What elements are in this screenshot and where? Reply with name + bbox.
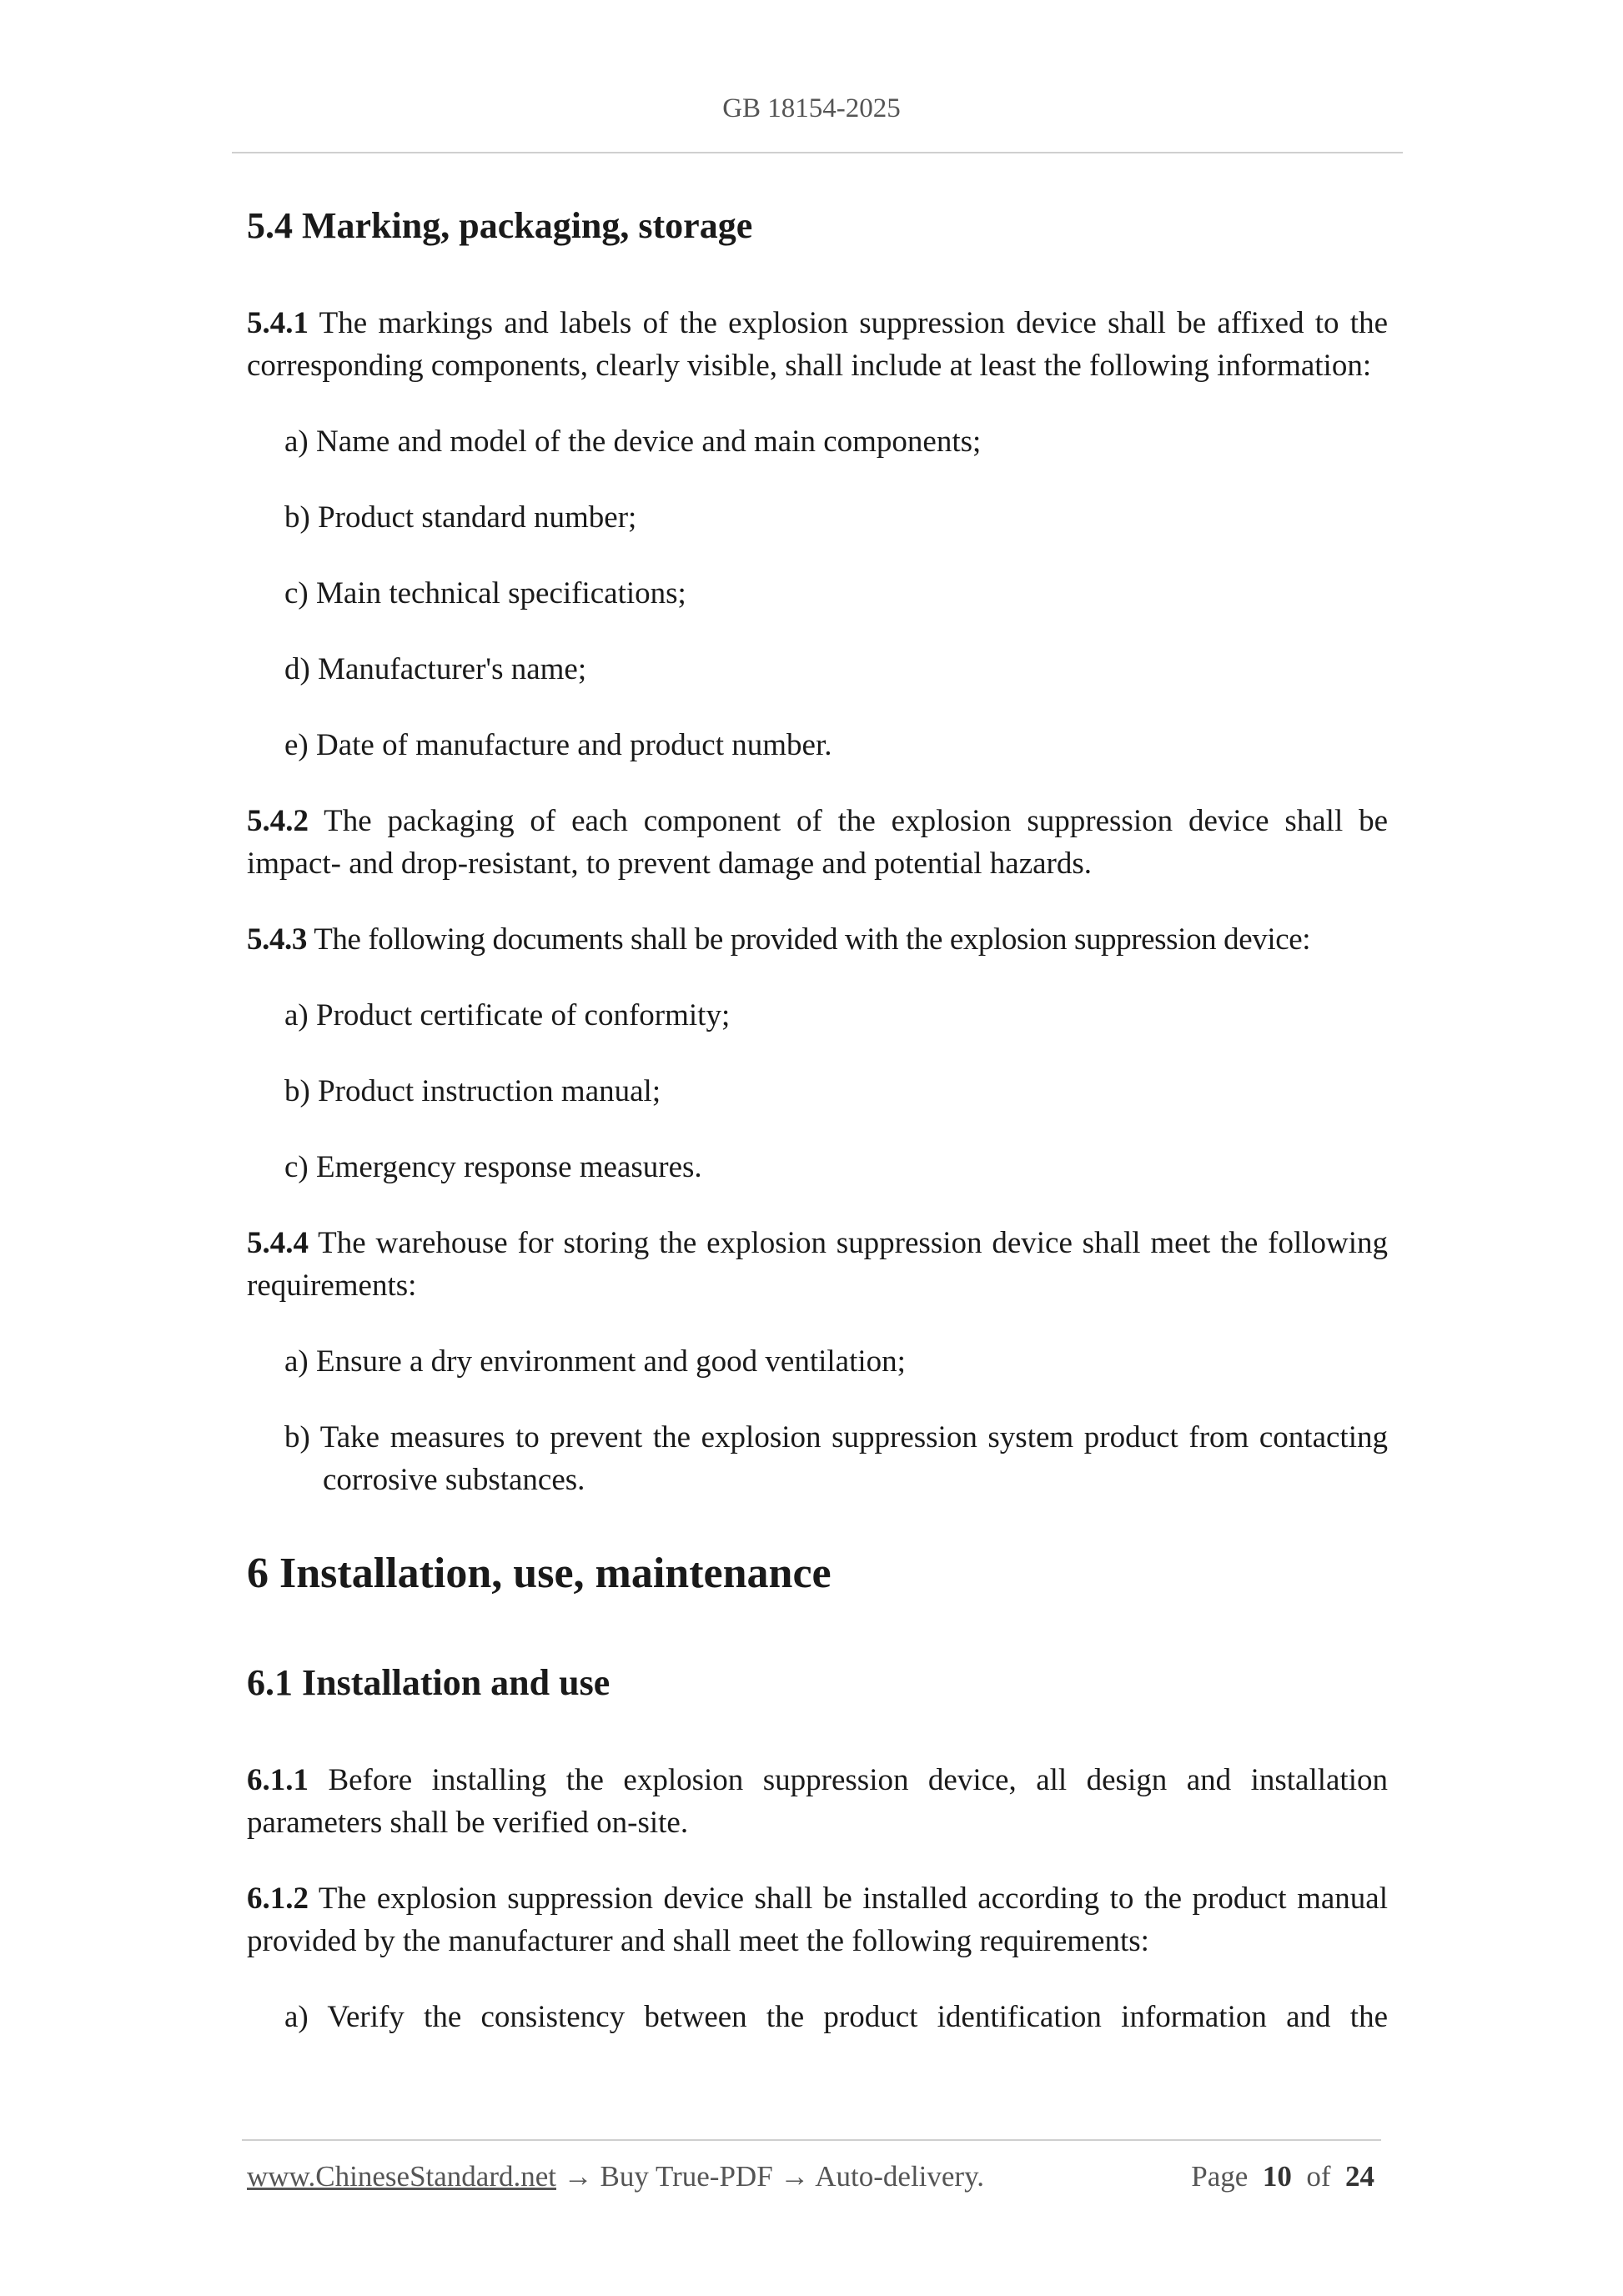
list-item: d) Manufacturer's name; (284, 651, 587, 686)
list-item: a) Name and model of the device and main components; (284, 424, 982, 459)
website-link[interactable]: www.ChineseStandard.net (247, 2160, 556, 2193)
clause-text: The markings and labels of the explosion suppression device shall be affixed to the corresponding components, clearly visible, shall include at least the following information: (247, 305, 1388, 383)
clause-number: 6.1.2 (247, 1881, 309, 1916)
clause-5-4-4 (247, 1222, 1388, 1307)
clause-text: The packaging of each component of the explosion suppression device shall be impact- and drop-resistant, to prevent damage and potential hazards. (247, 803, 1388, 881)
footer-divider (242, 2139, 1381, 2141)
list-item: b) Take measures to prevent the explosion suppression system product from contacting corrosive substances. (284, 1419, 1388, 1497)
section-heading-5-4: 5.4 Marking, packaging, storage (247, 205, 753, 246)
footer-promo (247, 2160, 984, 2193)
clause-number: 5.4.4 (247, 1225, 309, 1260)
section-heading-6-1: 6.1 Installation and use (247, 1662, 611, 1704)
clause-text: The warehouse for storing the explosion suppression device shall meet the following requirements: (247, 1225, 1388, 1303)
list-item: b) Product standard number; (284, 500, 637, 535)
clause-number: 5.4.3 (247, 922, 308, 957)
clause-5-4-1 (247, 302, 1388, 387)
list-item: c) Emergency response measures. (284, 1149, 702, 1184)
clause-text: The following documents shall be provided with the explosion suppression device: (307, 922, 1311, 957)
clause-number: 5.4.1 (247, 305, 309, 340)
buy-pdf-text: Buy True-PDF (600, 2160, 773, 2193)
clause-text: Before installing the explosion suppression device, all design and installation parameters shall be verified on-site. (247, 1762, 1388, 1840)
clause-text: The explosion suppression device shall be installed according to the product manual provided by the manufacturer and shall meet the following requirements: (247, 1881, 1388, 1958)
arrow-right-icon: → (556, 2160, 600, 2193)
chapter-heading-6: 6 Installation, use, maintenance (247, 1549, 832, 1597)
list-item: c) Main technical specifications; (284, 575, 686, 610)
page-number (1191, 2160, 1374, 2193)
of-label: of (1306, 2160, 1331, 2193)
auto-delivery-text: Auto-delivery. (815, 2160, 985, 2193)
clause-number: 5.4.2 (247, 803, 309, 838)
clause-5-4-3 (247, 918, 1388, 961)
list-item: a) Ensure a dry environment and good ventilation; (284, 1344, 906, 1379)
clause-6-1-1 (247, 1759, 1388, 1844)
list-item: e) Date of manufacture and product number. (284, 727, 832, 762)
list-item: b) Product instruction manual; (284, 1073, 661, 1108)
total-pages: 24 (1345, 2160, 1374, 2193)
document-id: GB 18154-2025 (722, 93, 901, 123)
list-item: a) Verify the consistency between the product identification information and the (284, 1999, 1388, 2034)
header-divider (232, 152, 1403, 153)
current-page: 10 (1262, 2160, 1292, 2193)
list-item: a) Product certificate of conformity; (284, 997, 731, 1032)
clause-number: 6.1.1 (247, 1762, 309, 1797)
page-body (247, 204, 1388, 2072)
page-label: Page (1191, 2160, 1249, 2193)
clause-6-1-2 (247, 1877, 1388, 1962)
arrow-right-icon: → (772, 2160, 816, 2193)
clause-5-4-2 (247, 800, 1388, 885)
